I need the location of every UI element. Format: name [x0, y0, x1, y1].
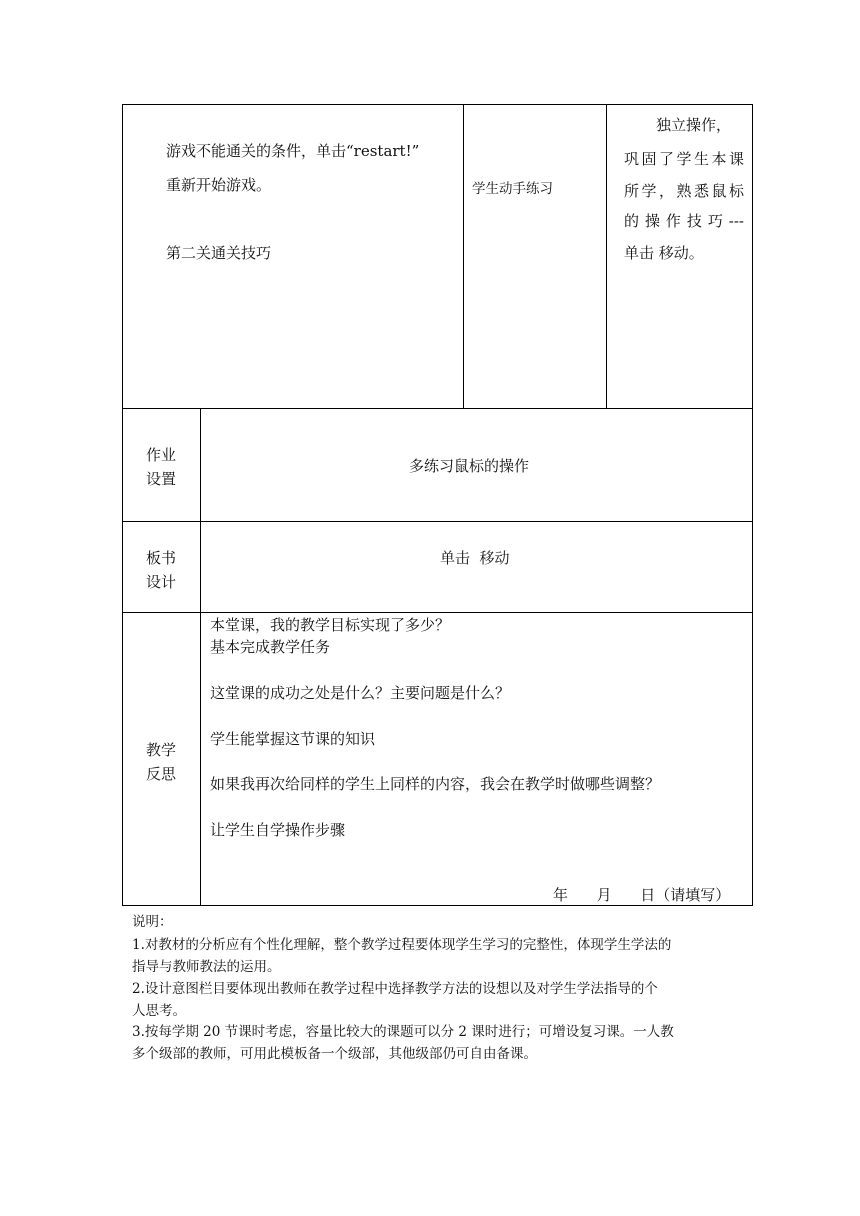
board-content: 单击 移动: [440, 549, 510, 567]
design-intent-line-5: 单击 移动。: [624, 244, 704, 262]
design-intent-line-2: 巩固了学生本课: [624, 150, 744, 168]
homework-content: 多练习鼠标的操作: [409, 457, 530, 475]
reflection-date-line: 年 月 日（请填写）: [553, 886, 731, 904]
label-column-divider: [200, 408, 201, 906]
notes-heading: 说明：: [132, 914, 173, 930]
student-activity: 学生动手练习: [472, 181, 553, 197]
notes-line-1: 1.对教材的分析应有个性化理解，整个教学过程要体现学生学习的完整性，体现学生学法的: [132, 937, 672, 953]
reflection-label-line-2: 反思: [146, 765, 177, 783]
reflection-line-5: 如果我再次给同样的学生上同样的内容，我会在教学时做哪些调整？: [210, 775, 661, 793]
top-row-divider-2: [606, 104, 607, 408]
row-divider-board: [122, 521, 753, 522]
reflection-line-4: 学生能掌握这节课的知识: [210, 730, 376, 748]
design-intent-line-3: 所学，熟悉鼠标: [624, 182, 744, 200]
notes-line-6: 多个级部的教师，可用此模板备一个级部，其他级部仍可自由备课。: [132, 1046, 537, 1062]
homework-label-line-1: 作业: [146, 446, 177, 464]
board-label-line-2: 设计: [146, 573, 177, 591]
content-line-2: 重新开始游戏。: [166, 176, 272, 194]
reflection-label-line-1: 教学: [146, 741, 177, 759]
reflection-line-2: 基本完成教学任务: [210, 638, 331, 656]
row-divider-homework: [122, 408, 753, 409]
board-label-line-1: 板书: [146, 549, 177, 567]
homework-label-line-2: 设置: [146, 470, 177, 488]
notes-line-4: 人思考。: [132, 1003, 186, 1019]
content-line-1: 游戏不能通关的条件，单击“restart!”: [166, 142, 420, 160]
row-divider-reflection: [122, 612, 753, 613]
top-row-divider-1: [463, 104, 464, 408]
design-intent-line-4: 的操作技巧---: [624, 212, 744, 230]
reflection-line-6: 让学生自学操作步骤: [210, 821, 346, 839]
reflection-line-3: 这堂课的成功之处是什么？主要问题是什么？: [210, 684, 511, 702]
reflection-line-1: 本堂课，我的教学目标实现了多少？: [210, 616, 451, 634]
design-intent-line-1: 独立操作，: [656, 116, 732, 134]
notes-line-5: 3.按每学期 20 节课时考虑，容量比较大的课题可以分 2 课时进行；可增设复习课。一人教: [132, 1024, 674, 1040]
notes-line-2: 指导与教师教法的运用。: [132, 959, 281, 975]
content-line-3: 第二关通关技巧: [166, 244, 272, 262]
notes-line-3: 2.设计意图栏目要体现出教师在教学过程中选择教学方法的设想以及对学生学法指导的个: [132, 981, 658, 997]
